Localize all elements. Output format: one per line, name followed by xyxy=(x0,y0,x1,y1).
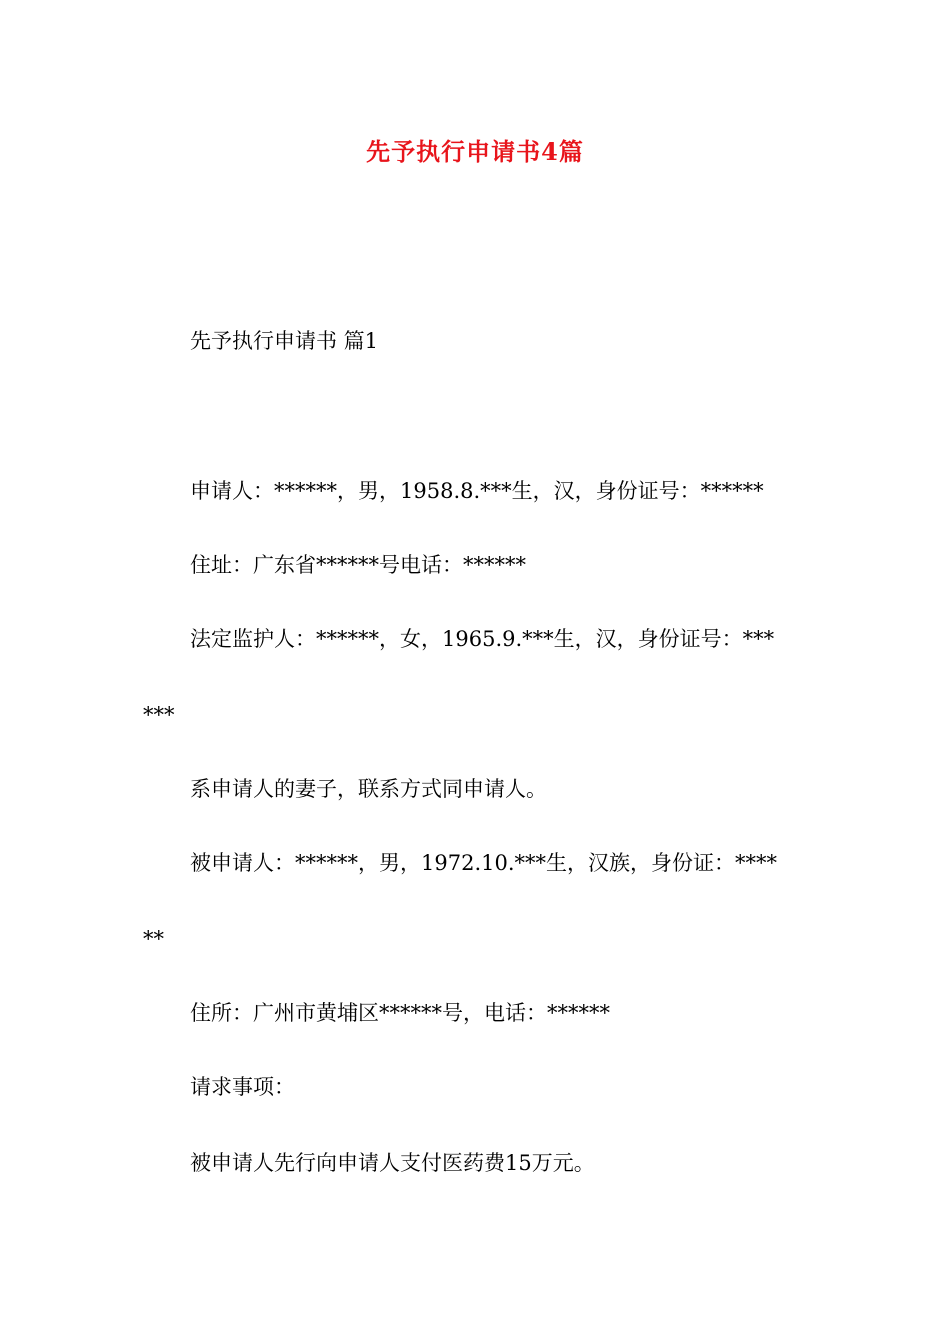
respondent-address-line: 住所：广州市黄埔区******号，电话：****** xyxy=(190,1001,610,1025)
guardian-line: 法定监护人：******，女，1965.9.***生，汉，身份证号：*** xyxy=(190,627,775,651)
section-heading: 先予执行申请书 篇1 xyxy=(190,329,379,353)
applicant-address-line: 住址：广东省******号电话：****** xyxy=(190,553,526,577)
guardian-line-continued: *** xyxy=(143,703,175,727)
document-title: 先予执行申请书4篇 xyxy=(366,137,584,166)
guardian-relation-line: 系申请人的妻子，联系方式同申请人。 xyxy=(190,777,547,801)
respondent-line-continued: ** xyxy=(143,927,164,951)
applicant-line: 申请人：******，男，1958.8.***生，汉，身份证号：****** xyxy=(190,479,764,503)
request-heading: 请求事项： xyxy=(190,1075,295,1099)
respondent-line: 被申请人：******，男，1972.10.***生，汉族，身份证：**** xyxy=(190,851,778,875)
request-item-line: 被申请人先行向申请人支付医药费15万元。 xyxy=(190,1151,595,1175)
